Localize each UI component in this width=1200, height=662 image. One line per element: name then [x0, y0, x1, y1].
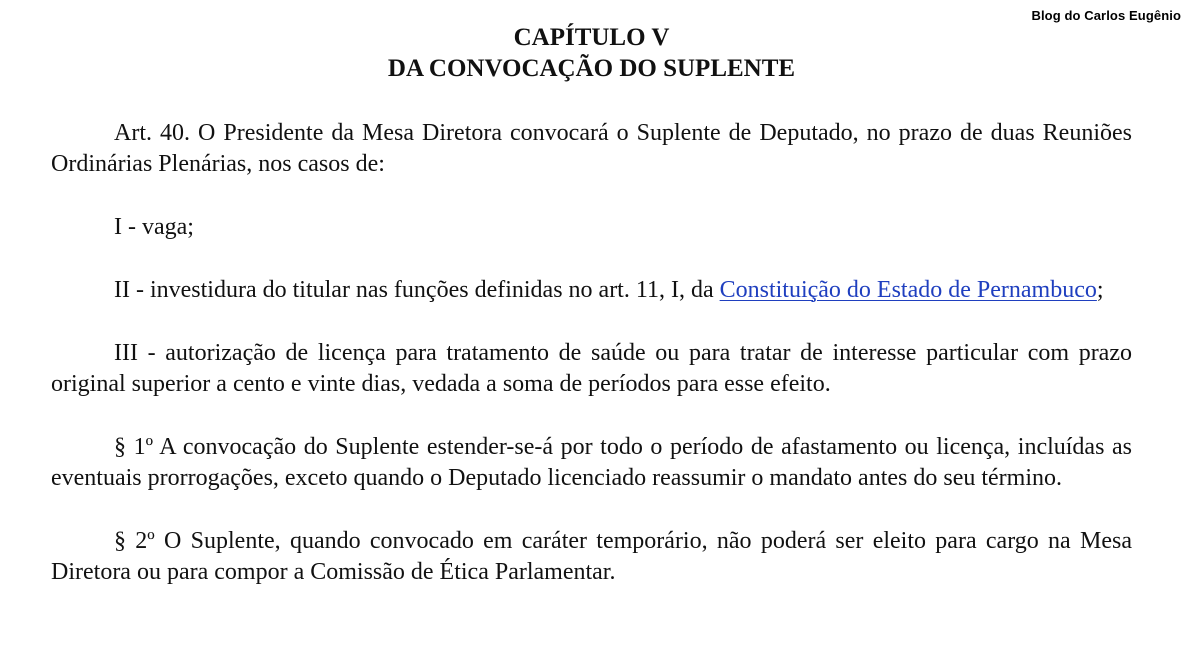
chapter-title: DA CONVOCAÇÃO DO SUPLENTE: [387, 55, 796, 82]
inciso-i: I - vaga;: [114, 214, 194, 240]
chapter-heading: [51, 22, 1132, 84]
document-body: [51, 22, 1132, 588]
paragrafo-1: § 1º A convocação do Suplente estender-se-á por todo o período de afastamento ou licença, incluídas as eventuais prorrogações, exceto quando o Deputado licenciado reassumir o mandato antes do seu término.: [51, 434, 1132, 491]
constituicao-pernambuco-link[interactable]: Constituição do Estado de Pernambuco: [719, 277, 1097, 303]
chapter-number: CAPÍTULO V: [513, 24, 670, 51]
article-40: Art. 40. O Presidente da Mesa Diretora convocará o Suplente de Deputado, no prazo de duas Reuniões Ordinárias Plenárias, nos casos de:: [51, 120, 1132, 177]
paragrafo-2: § 2º O Suplente, quando convocado em caráter temporário, não poderá ser eleito para cargo na Mesa Diretora ou para compor a Comissão de Ética Parlamentar.: [51, 528, 1132, 585]
inciso-ii-end: ;: [1096, 277, 1104, 303]
watermark-blog-name: Blog do Carlos Eugênio: [1031, 8, 1181, 23]
inciso-ii: [51, 275, 1132, 306]
inciso-iii: III - autorização de licença para tratamento de saúde ou para tratar de interesse particular com prazo original superior a cento e vinte dias, vedada a soma de períodos para esse efeito.: [51, 340, 1132, 397]
inciso-ii-text: II - investidura do titular nas funções definidas no art. 11, I, da: [114, 277, 720, 303]
